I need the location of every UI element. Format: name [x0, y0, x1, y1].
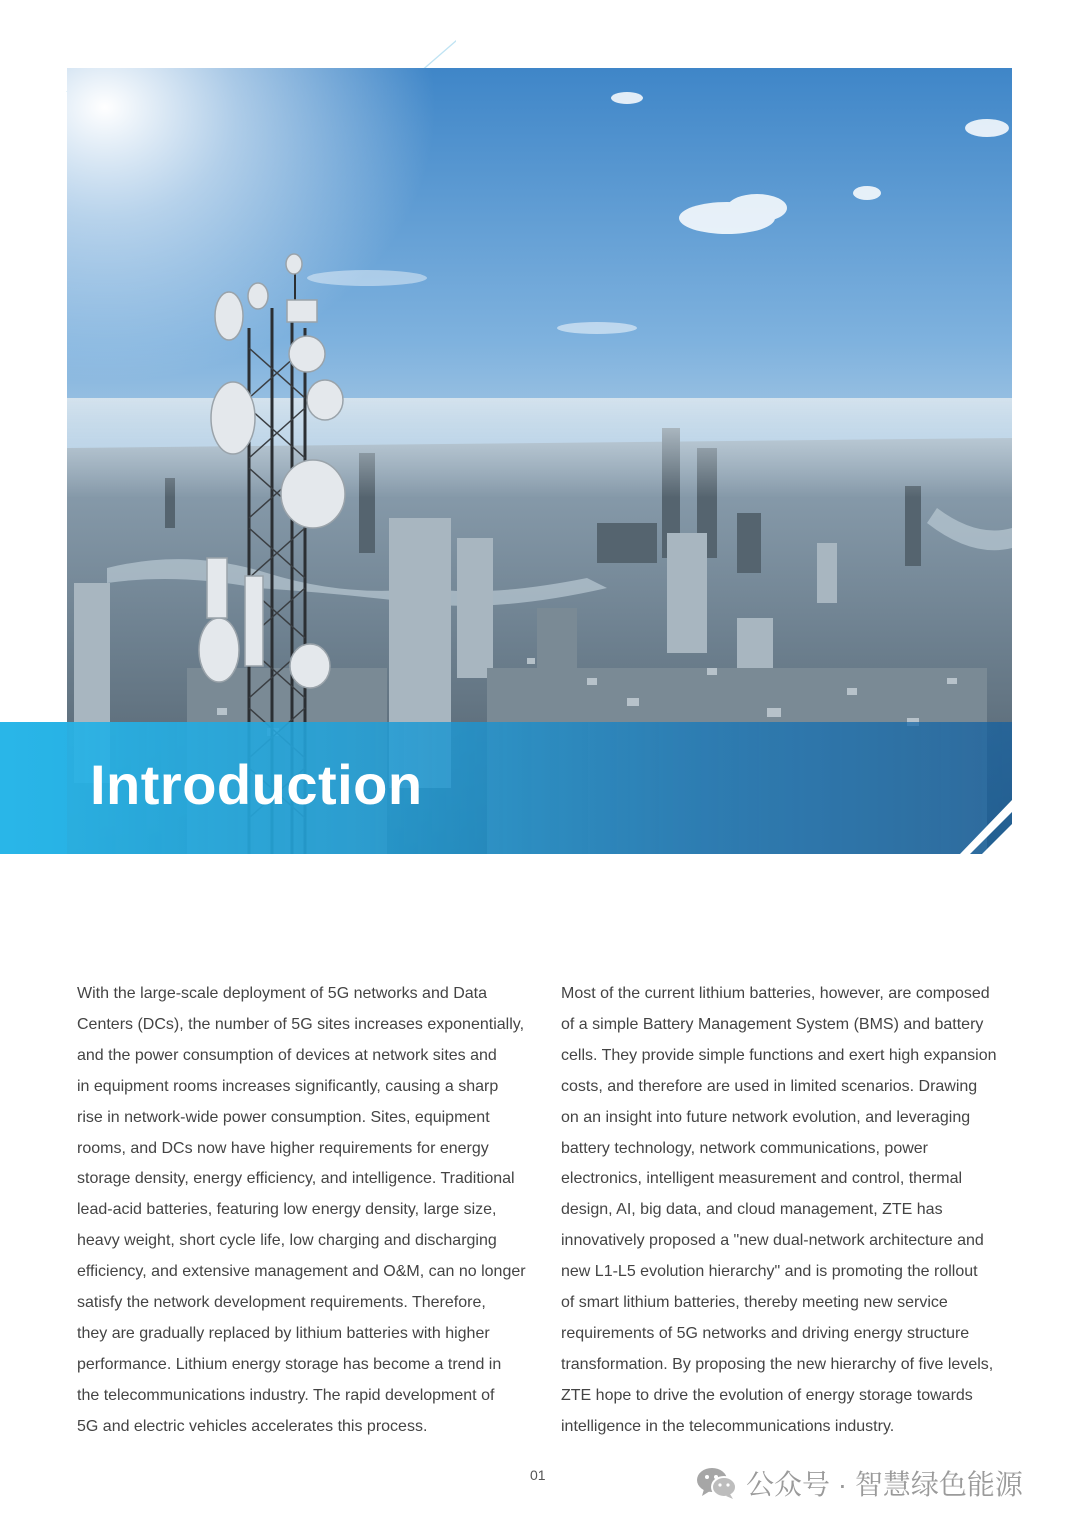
body-line: design, AI, big data, and cloud management, ZTE has	[561, 1201, 943, 1219]
body-line: storage density, energy efficiency, and intelligence. Traditional	[77, 1170, 515, 1188]
body-column-left	[77, 979, 529, 1443]
body-line: performance. Lithium energy storage has become a trend in	[77, 1355, 502, 1373]
section-title: Introduction	[90, 753, 423, 816]
page-number: 01	[530, 1467, 546, 1483]
body-line: rooms, and DCs now have higher requirements for energy	[77, 1139, 489, 1157]
body-line: cells. They provide simple functions and exert high expansion	[561, 1046, 997, 1064]
body-line: and the power consumption of devices at network sites and	[77, 1046, 497, 1064]
wechat-icon	[696, 1466, 738, 1500]
body-line: in equipment rooms increases significantly, causing a sharp	[77, 1077, 499, 1095]
body-line: innovatively proposed a "new dual-network architecture and	[561, 1232, 984, 1250]
body-line: requirements of 5G networks and driving energy structure	[561, 1324, 970, 1342]
body-line: they are gradually replaced by lithium batteries with higher	[77, 1324, 490, 1342]
body-line: rise in network-wide power consumption. Sites, equipment	[77, 1108, 490, 1126]
body-line: on an insight into future network evolution, and leveraging	[561, 1108, 971, 1126]
body-line: intelligence in the telecommunications industry.	[561, 1417, 895, 1435]
body-line: Centers (DCs), the number of 5G sites increases exponentially,	[77, 1015, 525, 1033]
body-column-right	[561, 979, 1013, 1443]
body-line: transformation. By proposing the new hierarchy of five levels,	[561, 1355, 994, 1373]
watermark	[696, 1465, 1023, 1501]
body-line: lead-acid batteries, featuring low energy density, large size,	[77, 1201, 497, 1219]
watermark-text: 公众号 · 智慧绿色能源	[746, 1469, 1023, 1500]
body-line: costs, and therefore are used in limited scenarios. Drawing	[561, 1077, 978, 1095]
body-line: of smart lithium batteries, thereby meeting new service	[561, 1294, 948, 1312]
body-line: With the large-scale deployment of 5G networks and Data	[77, 985, 487, 1002]
body-line: electronics, intelligent measurement and control, thermal	[561, 1170, 963, 1188]
body-line: efficiency, and extensive management and O&M, can no longer	[77, 1263, 526, 1281]
body-line: 5G and electric vehicles accelerates this process.	[77, 1417, 428, 1435]
body-line: battery technology, network communications, power	[561, 1139, 928, 1157]
corner-accent	[960, 800, 1016, 858]
body-line: Most of the current lithium batteries, however, are composed	[561, 985, 990, 1002]
body-line: of a simple Battery Management System (BMS) and battery	[561, 1015, 984, 1033]
body-line: heavy weight, short cycle life, low charging and discharging	[77, 1232, 497, 1250]
body-line: ZTE hope to drive the evolution of energy storage towards	[561, 1386, 973, 1404]
body-line: the telecommunications industry. The rapid development of	[77, 1386, 495, 1404]
body-line: satisfy the network development requirements. Therefore,	[77, 1294, 486, 1312]
body-line: new L1-L5 evolution hierarchy" and is promoting the rollout	[561, 1263, 978, 1281]
